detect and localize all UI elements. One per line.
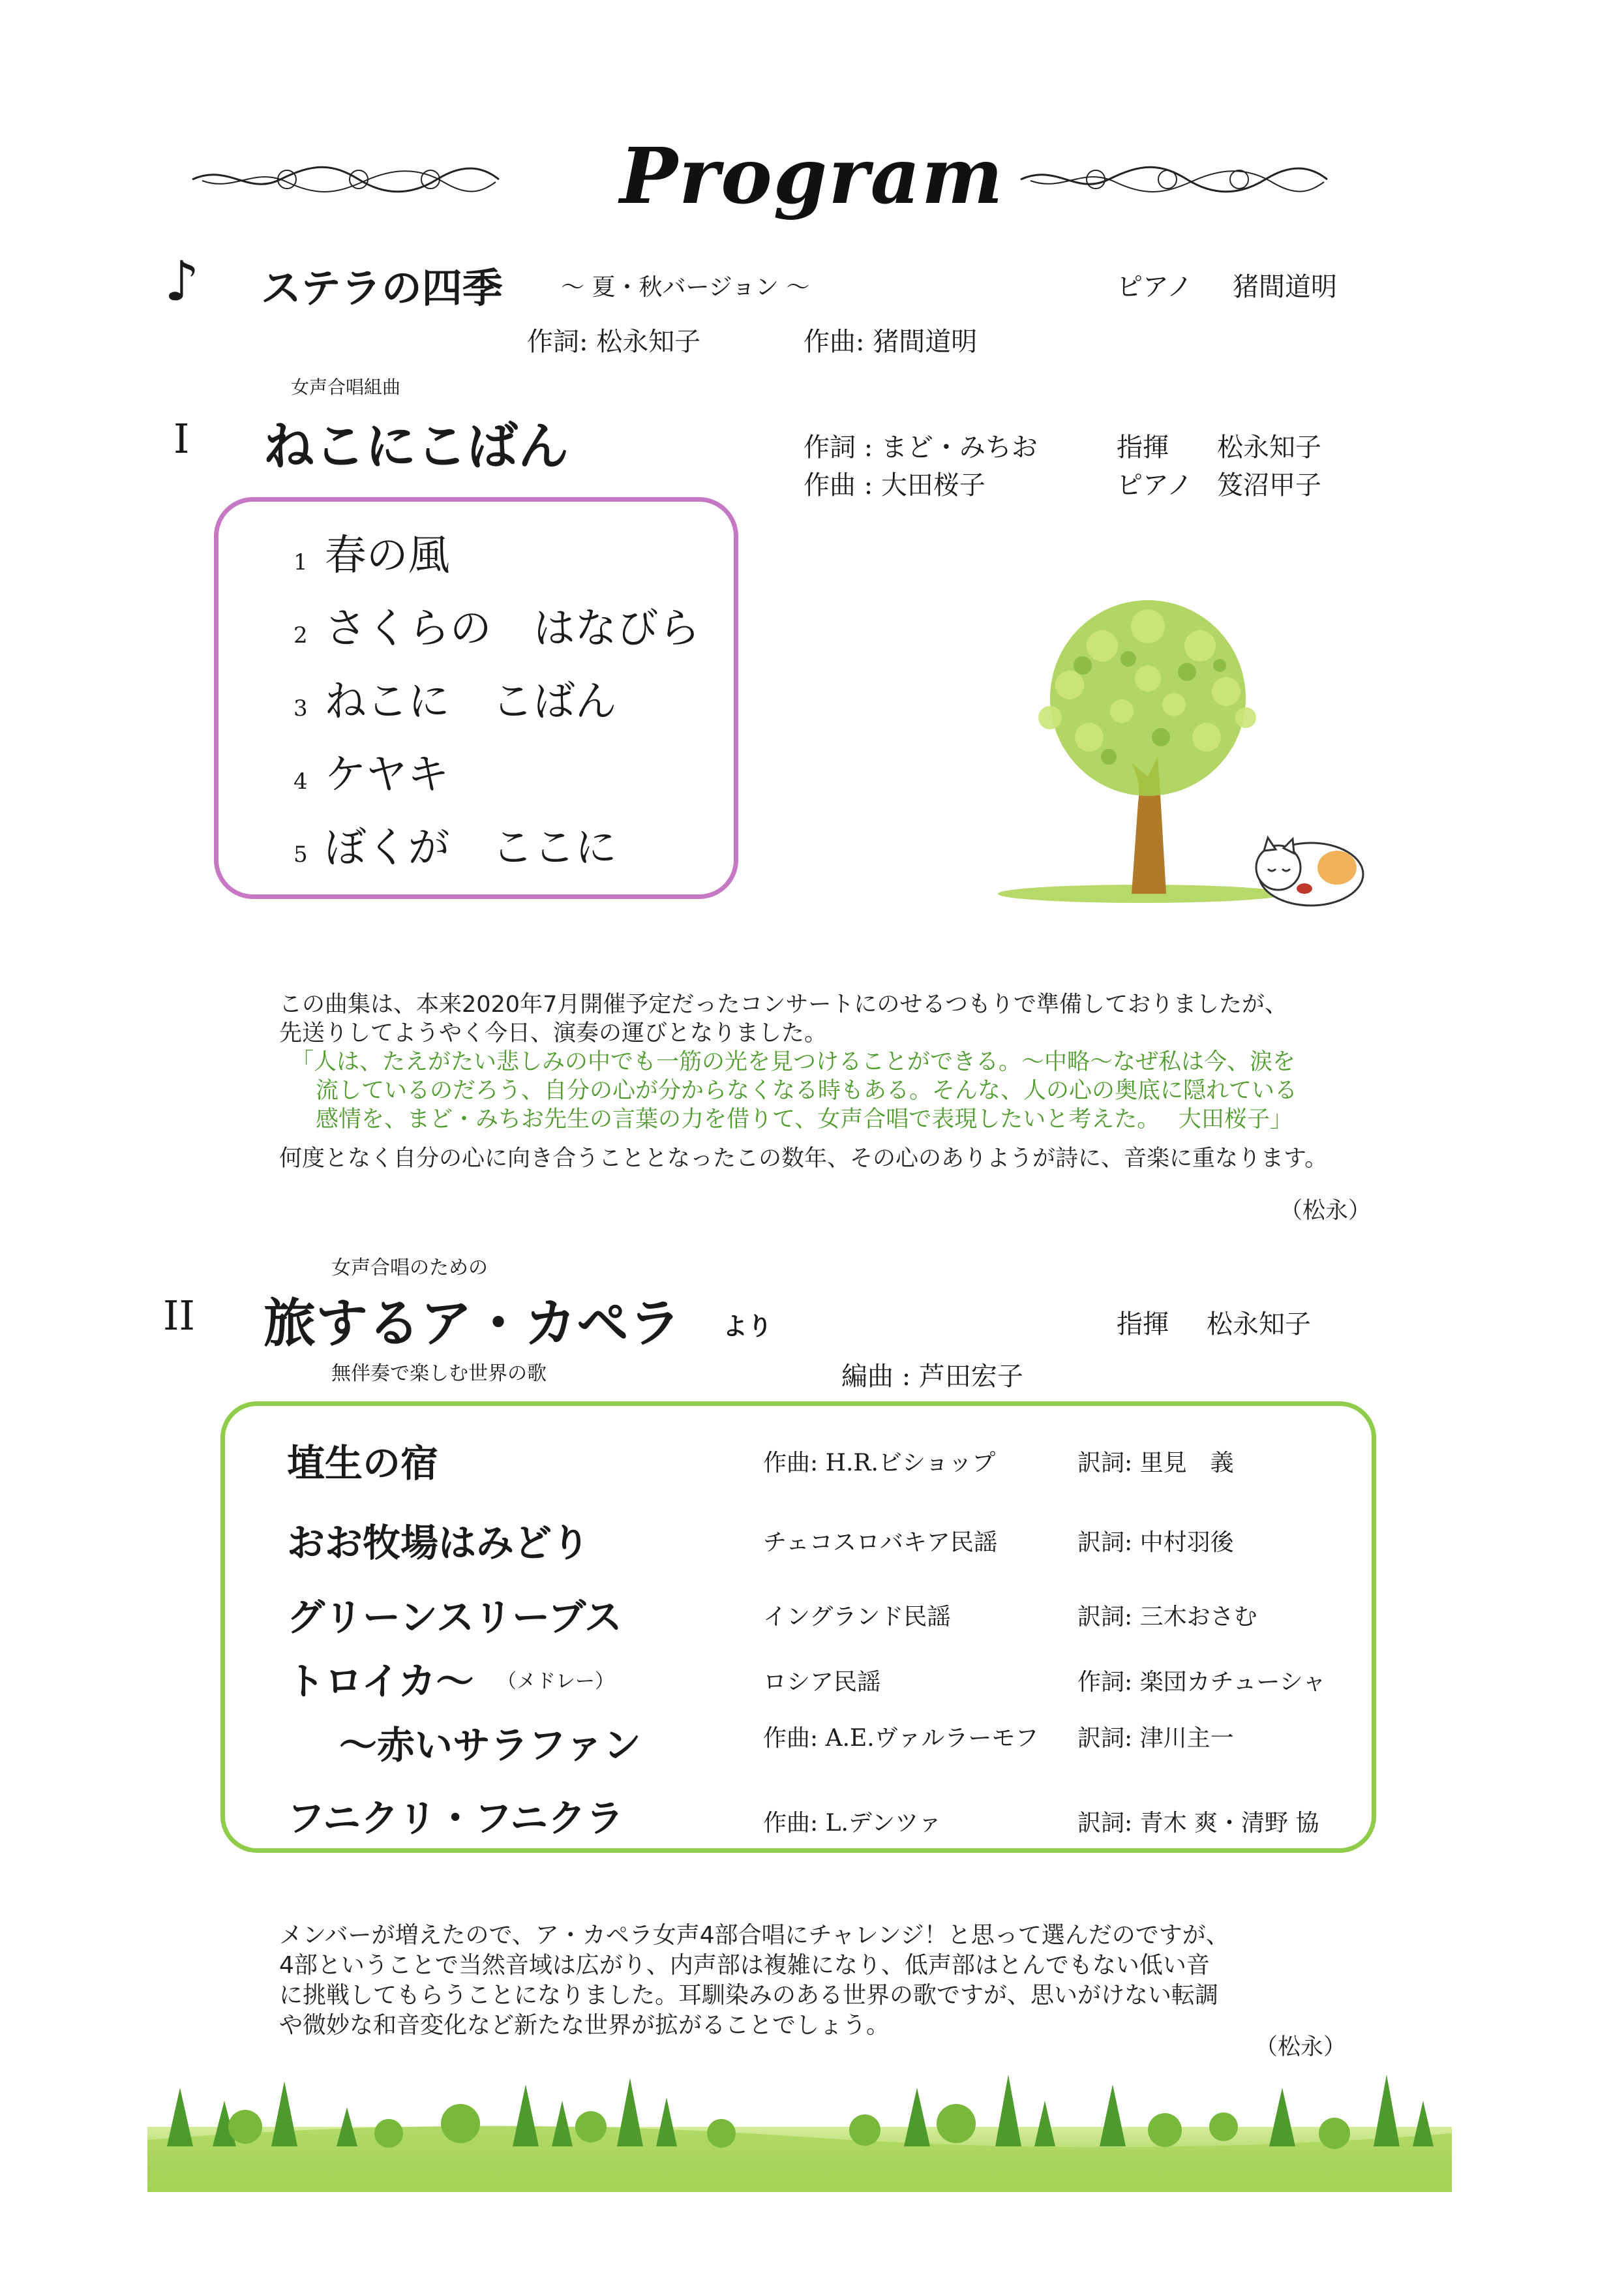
row-title: おお牧場はみどり	[287, 1521, 590, 1565]
stella-piano-label: ピアノ	[1117, 272, 1193, 302]
list-item: 2 さくらの はなびら	[293, 605, 700, 653]
section2-title-suffix: より	[723, 1311, 773, 1341]
row-composer: 作曲: L.デンツァ	[763, 1810, 942, 1836]
row-title: トロイカ～	[287, 1659, 474, 1703]
section2-signature: （松永）	[1255, 2034, 1347, 2060]
row-composer: ロシア民謡	[763, 1669, 881, 1696]
row-title: フニクリ・フニクラ	[287, 1796, 624, 1840]
section1-conductor-label: 指揮	[1117, 433, 1169, 463]
section2-small-label: 女声合唱のための	[331, 1257, 488, 1279]
row-lyricist: 訳詞: 三木おさむ	[1077, 1604, 1257, 1630]
forest-banner-illustration	[147, 2062, 1452, 2192]
section2-numeral: II	[163, 1292, 195, 1339]
section2-arrangement: 編曲 : 芦田宏子	[841, 1362, 1023, 1392]
row-composer: 作曲: H.R.ビショップ	[763, 1450, 996, 1476]
stella-music: 作曲: 猪間道明	[804, 327, 978, 357]
section1-paragraph-end: 何度となく自分の心に向き合うこととなったこの数年、その心のありようが詩に、音楽に重なります。	[279, 1146, 1328, 1172]
program-title: Program	[620, 130, 1004, 221]
section1-quote: 「人は、たえがたい悲しみの中でも一筋の光を見つけることができる。～中略～なぜ私は今、涙を 流しているのだろう、自分の心が分からなくなる時もある。そんな、人の心の奥底に隠れている 感情を、まど・みちお先生の言葉の力を借りて、女声合唱で表現したいと考えた。 大田桜子」	[291, 1049, 1298, 1133]
music-note-icon: ♪	[164, 249, 200, 313]
stella-piano-name: 猪間道明	[1233, 272, 1337, 302]
section2-conductor-name: 松永知子	[1207, 1309, 1311, 1339]
row-title: グリーンスリーブス	[287, 1595, 622, 1639]
row-composer: イングランド民謡	[763, 1604, 951, 1630]
section1-title: ねこにこばん	[263, 417, 569, 476]
row-title-note: （メドレー）	[497, 1670, 614, 1693]
row-title: ～赤いサラファン	[339, 1723, 641, 1767]
right-flourish-ornament	[1017, 160, 1331, 199]
section1-piano-name: 笈沼甲子	[1217, 470, 1321, 500]
row-composer: 作曲: A.E.ヴァルラーモフ	[763, 1725, 1039, 1752]
list-item: 4 ケヤキ	[293, 751, 449, 799]
row-lyricist: 訳詞: 津川主一	[1077, 1725, 1234, 1752]
row-lyricist: 訳詞: 中村羽後	[1077, 1529, 1234, 1556]
list-item: 1 春の風	[293, 532, 450, 580]
row-title: 埴生の宿	[287, 1441, 439, 1486]
song-list	[293, 522, 700, 887]
stella-title: ステラの四季	[261, 264, 503, 312]
row-composer: チェコスロバキア民謡	[763, 1529, 997, 1556]
list-item: 3 ねこに こばん	[293, 678, 617, 726]
section2-conductor-label: 指揮	[1117, 1309, 1169, 1339]
section1-small-label: 女声合唱組曲	[291, 376, 401, 398]
section1-music: 作曲 : 大田桜子	[804, 470, 985, 500]
row-lyricist: 訳詞: 里見 義	[1077, 1450, 1234, 1476]
section1-signature: （松永）	[1280, 1198, 1372, 1224]
section2-paragraph: メンバーが増えたので、ア・カペラ女声4部合唱にチャレンジ！と思って選んだのですが、 4部ということで当然音域は広がり、内声部は複雑になり、低声部はとんでもない低い音 に挑戦してもらうことになりました。耳馴染みのある世界の歌ですが、思いがけない転調 や微妙な和音変化など新たな世界が拡がることでしょう。	[279, 1922, 1229, 2039]
section2-sub-label: 無伴奏で楽しむ世界の歌	[331, 1362, 547, 1385]
row-lyricist: 訳詞: 青木 爽・清野 協	[1077, 1810, 1319, 1836]
stella-subtitle: ～ 夏・秋バージョン ～	[561, 274, 810, 301]
section1-piano-label: ピアノ	[1117, 470, 1193, 500]
tree-and-cat-illustration	[991, 587, 1409, 913]
list-item: 5 ぼくが ここに	[293, 824, 617, 872]
section2-title: 旅するア・カペラ	[263, 1292, 681, 1354]
section1-lyrics: 作詞 : まど・みちお	[804, 433, 1038, 463]
section1-paragraph: この曲集は、本来2020年7月開催予定だったコンサートにのせるつもりで準備しておりましたが、 先送りしてようやく今日、演奏の運びとなりました。	[279, 992, 1287, 1046]
stella-lyrics: 作詞: 松永知子	[527, 327, 701, 357]
section1-numeral: I	[173, 415, 190, 463]
section1-conductor-name: 松永知子	[1217, 433, 1321, 463]
row-lyricist: 作詞: 楽団カチューシャ	[1077, 1669, 1327, 1696]
